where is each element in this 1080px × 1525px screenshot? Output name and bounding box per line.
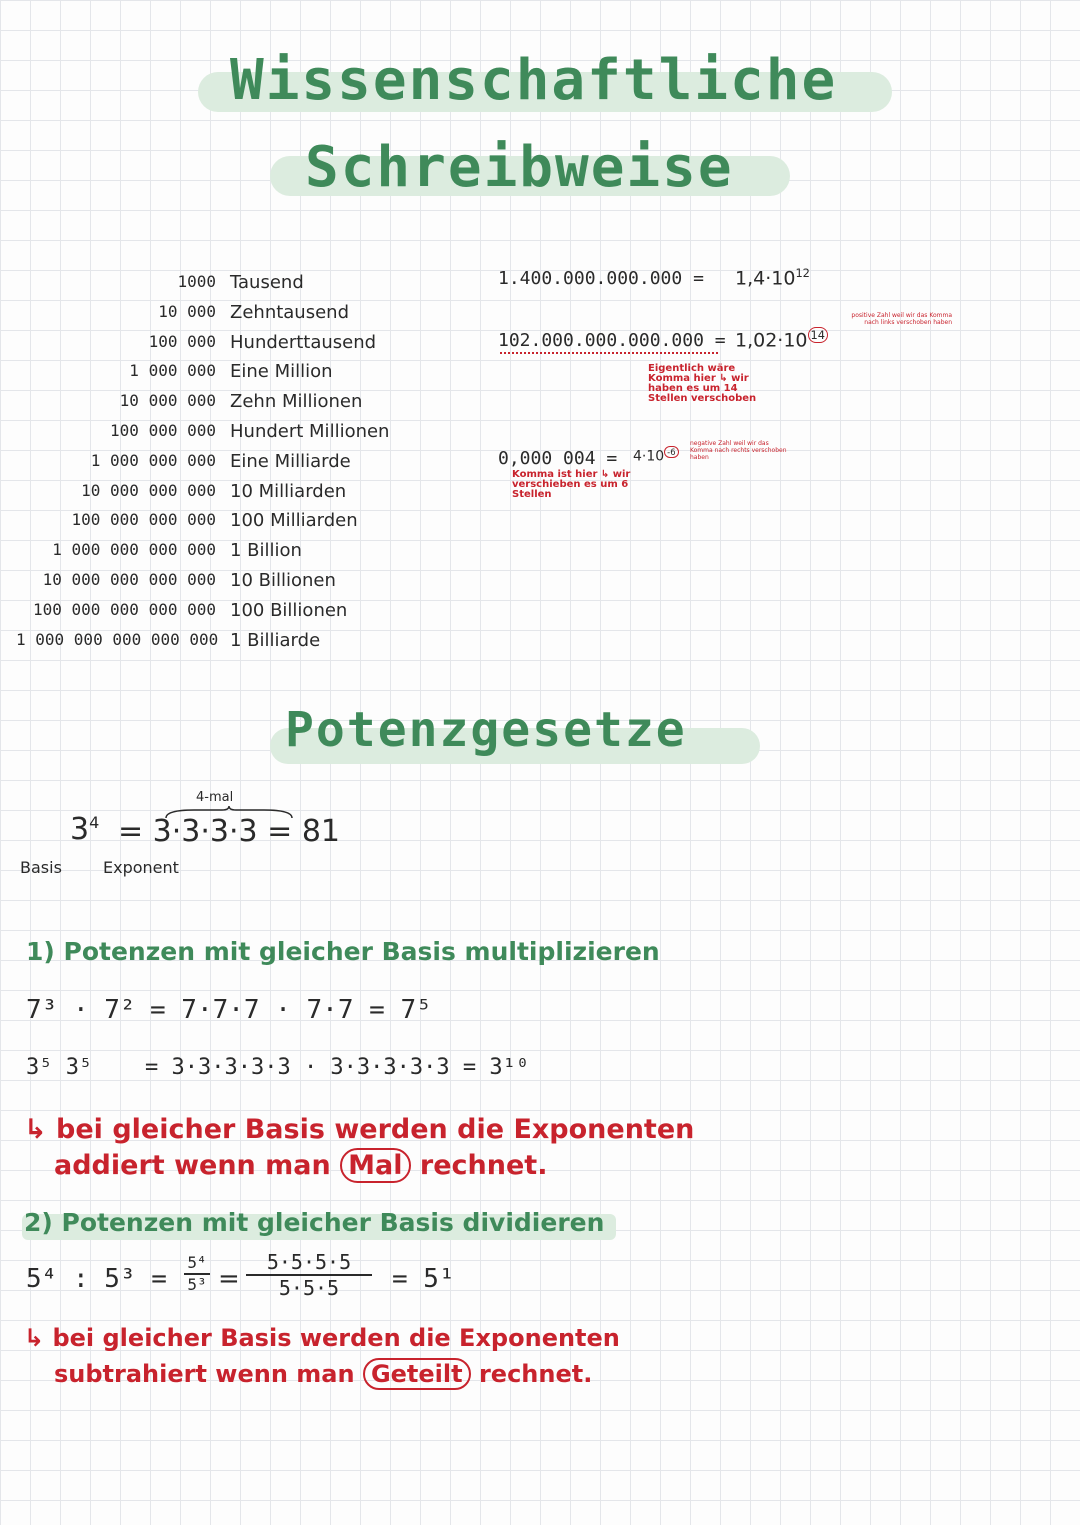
rule-2-lhs: 5⁴ : 5³ = xyxy=(26,1264,167,1294)
fraction-1-denominator: 5³ xyxy=(187,1275,207,1294)
example-1-exponent: 12 xyxy=(795,266,810,280)
number-table-value: 100 000 000 000 000 xyxy=(32,599,216,619)
rule-1-line-2-rhs: = 3·3·3·3·3 · 3·3·3·3·3 = 3¹⁰ xyxy=(145,1055,530,1080)
brace-label: 4-mal xyxy=(196,790,234,805)
number-table-name: 100 Milliarden xyxy=(230,510,358,532)
example-3-left: 0,000 004 = xyxy=(498,448,618,469)
example-3-exponent: -6 xyxy=(664,446,678,458)
example-3-right xyxy=(633,447,679,465)
example-3-side-note: negative Zahl weil wir das Komma nach rechts verschoben haben xyxy=(690,440,787,461)
number-table-name: 1 Billiarde xyxy=(230,629,321,651)
rule-2-text-b-pre: subtrahiert wenn man xyxy=(54,1360,355,1388)
title-line-1: Wissenschaftliche xyxy=(230,48,838,113)
main-base: 3 xyxy=(70,812,90,847)
rule-2-equals: = xyxy=(218,1264,240,1294)
number-table-value: 10 000 000 xyxy=(119,391,216,411)
number-table-name: Eine Million xyxy=(230,361,333,383)
number-table-value: 100 000 000 000 xyxy=(71,510,216,530)
rule-1-heading: 1) Potenzen mit gleicher Basis multiplizieren xyxy=(26,937,660,966)
example-3-note: Komma ist hier ↳ wir verschieben es um 6 Stellen xyxy=(512,469,631,500)
rule-1-text-b xyxy=(54,1148,547,1183)
example-1-base: 1,4·10 xyxy=(735,267,796,290)
example-2-right xyxy=(735,328,828,351)
label-exponent: Exponent xyxy=(103,858,179,877)
number-table-name: Eine Milliarde xyxy=(230,450,351,472)
example-2-left: 102.000.000.000.000 = xyxy=(498,330,726,351)
rule-2-text-a: ↳ bei gleicher Basis werden die Exponenten xyxy=(24,1324,620,1352)
number-table-value: 1 000 000 000 000 000 xyxy=(16,629,219,649)
rule-1-text-b-post: rechnet. xyxy=(419,1150,548,1181)
number-table-name: Tausend xyxy=(230,272,304,293)
rule-1-text-b-pre: addiert wenn man xyxy=(54,1150,331,1181)
fraction-2-numerator: 5·5·5·5 xyxy=(266,1250,352,1274)
rule-1-text-a: ↳ bei gleicher Basis werden die Exponenten xyxy=(24,1114,695,1145)
rule-2-circled-word: Geteilt xyxy=(363,1358,471,1390)
rule-2-text-b-post: rechnet. xyxy=(478,1360,593,1388)
number-table-value: 10 000 000 000 000 xyxy=(42,570,216,589)
fraction-1-numerator: 5⁴ xyxy=(187,1253,207,1272)
number-table-name: 1 Billion xyxy=(230,540,302,562)
rule-1-circled-word: Mal xyxy=(340,1148,410,1183)
example-3-base: 4·10 xyxy=(633,448,665,465)
example-2-exponent: 14 xyxy=(808,327,829,343)
number-table-value: 100 000 xyxy=(148,331,216,351)
number-table-value: 1 000 000 000 000 xyxy=(52,540,216,560)
example-1-right xyxy=(735,266,810,289)
rule-2-heading: 2) Potenzen mit gleicher Basis dividieren xyxy=(24,1208,605,1237)
number-table-name: Zehn Millionen xyxy=(230,391,363,413)
number-table-value: 10 000 xyxy=(158,301,216,321)
rule-2-text-b xyxy=(54,1358,592,1390)
number-table-name: Hunderttausend xyxy=(230,331,377,353)
rule-1-line-1-rhs: = 7·7·7 · 7·7 = 7⁵ xyxy=(150,995,432,1025)
number-table-name: 10 Billionen xyxy=(230,570,336,591)
potenz-title: Potenzgesetze xyxy=(285,702,687,758)
main-rhs: = 3·3·3·3 = 81 xyxy=(118,814,341,849)
fraction-2-denominator: 5·5·5 xyxy=(278,1276,340,1300)
example-2-side-note: positive Zahl weil wir das Komma nach links verschoben haben xyxy=(851,312,952,326)
number-table-value: 1000 xyxy=(177,272,216,291)
number-table-name: Zehntausend xyxy=(230,301,350,323)
rule-1-line-2-lhs: 3⁵ 3⁵ xyxy=(26,1055,93,1080)
number-table-name: 10 Milliarden xyxy=(230,480,347,502)
rule-1-line-1-lhs: 7³ · 7² xyxy=(26,995,136,1025)
rule-2-result: = 5¹ xyxy=(392,1264,455,1294)
number-table-value: 100 000 000 xyxy=(110,421,216,440)
example-1-left: 1.400.000.000.000 = xyxy=(498,268,704,289)
rule-2-fraction-1 xyxy=(184,1254,210,1294)
example-2-underline xyxy=(500,352,718,354)
number-table-name: Hundert Millionen xyxy=(230,421,390,442)
example-2-base: 1,02·10 xyxy=(735,329,808,352)
title-line-2: Schreibweise xyxy=(305,135,734,200)
main-exponent: 4 xyxy=(89,813,100,832)
example-2-note: Eigentlich wäre Komma hier ↳ wir haben es um 14 Stellen verschoben xyxy=(648,363,757,404)
number-table-value: 10 000 000 000 xyxy=(81,480,216,500)
label-basis: Basis xyxy=(20,858,62,877)
rule-2-fraction-2 xyxy=(244,1251,374,1299)
main-power xyxy=(70,812,99,847)
number-table-value: 1 000 000 000 xyxy=(90,450,216,470)
number-table-value: 1 000 000 xyxy=(129,361,216,381)
number-table-name: 100 Billionen xyxy=(230,599,348,621)
